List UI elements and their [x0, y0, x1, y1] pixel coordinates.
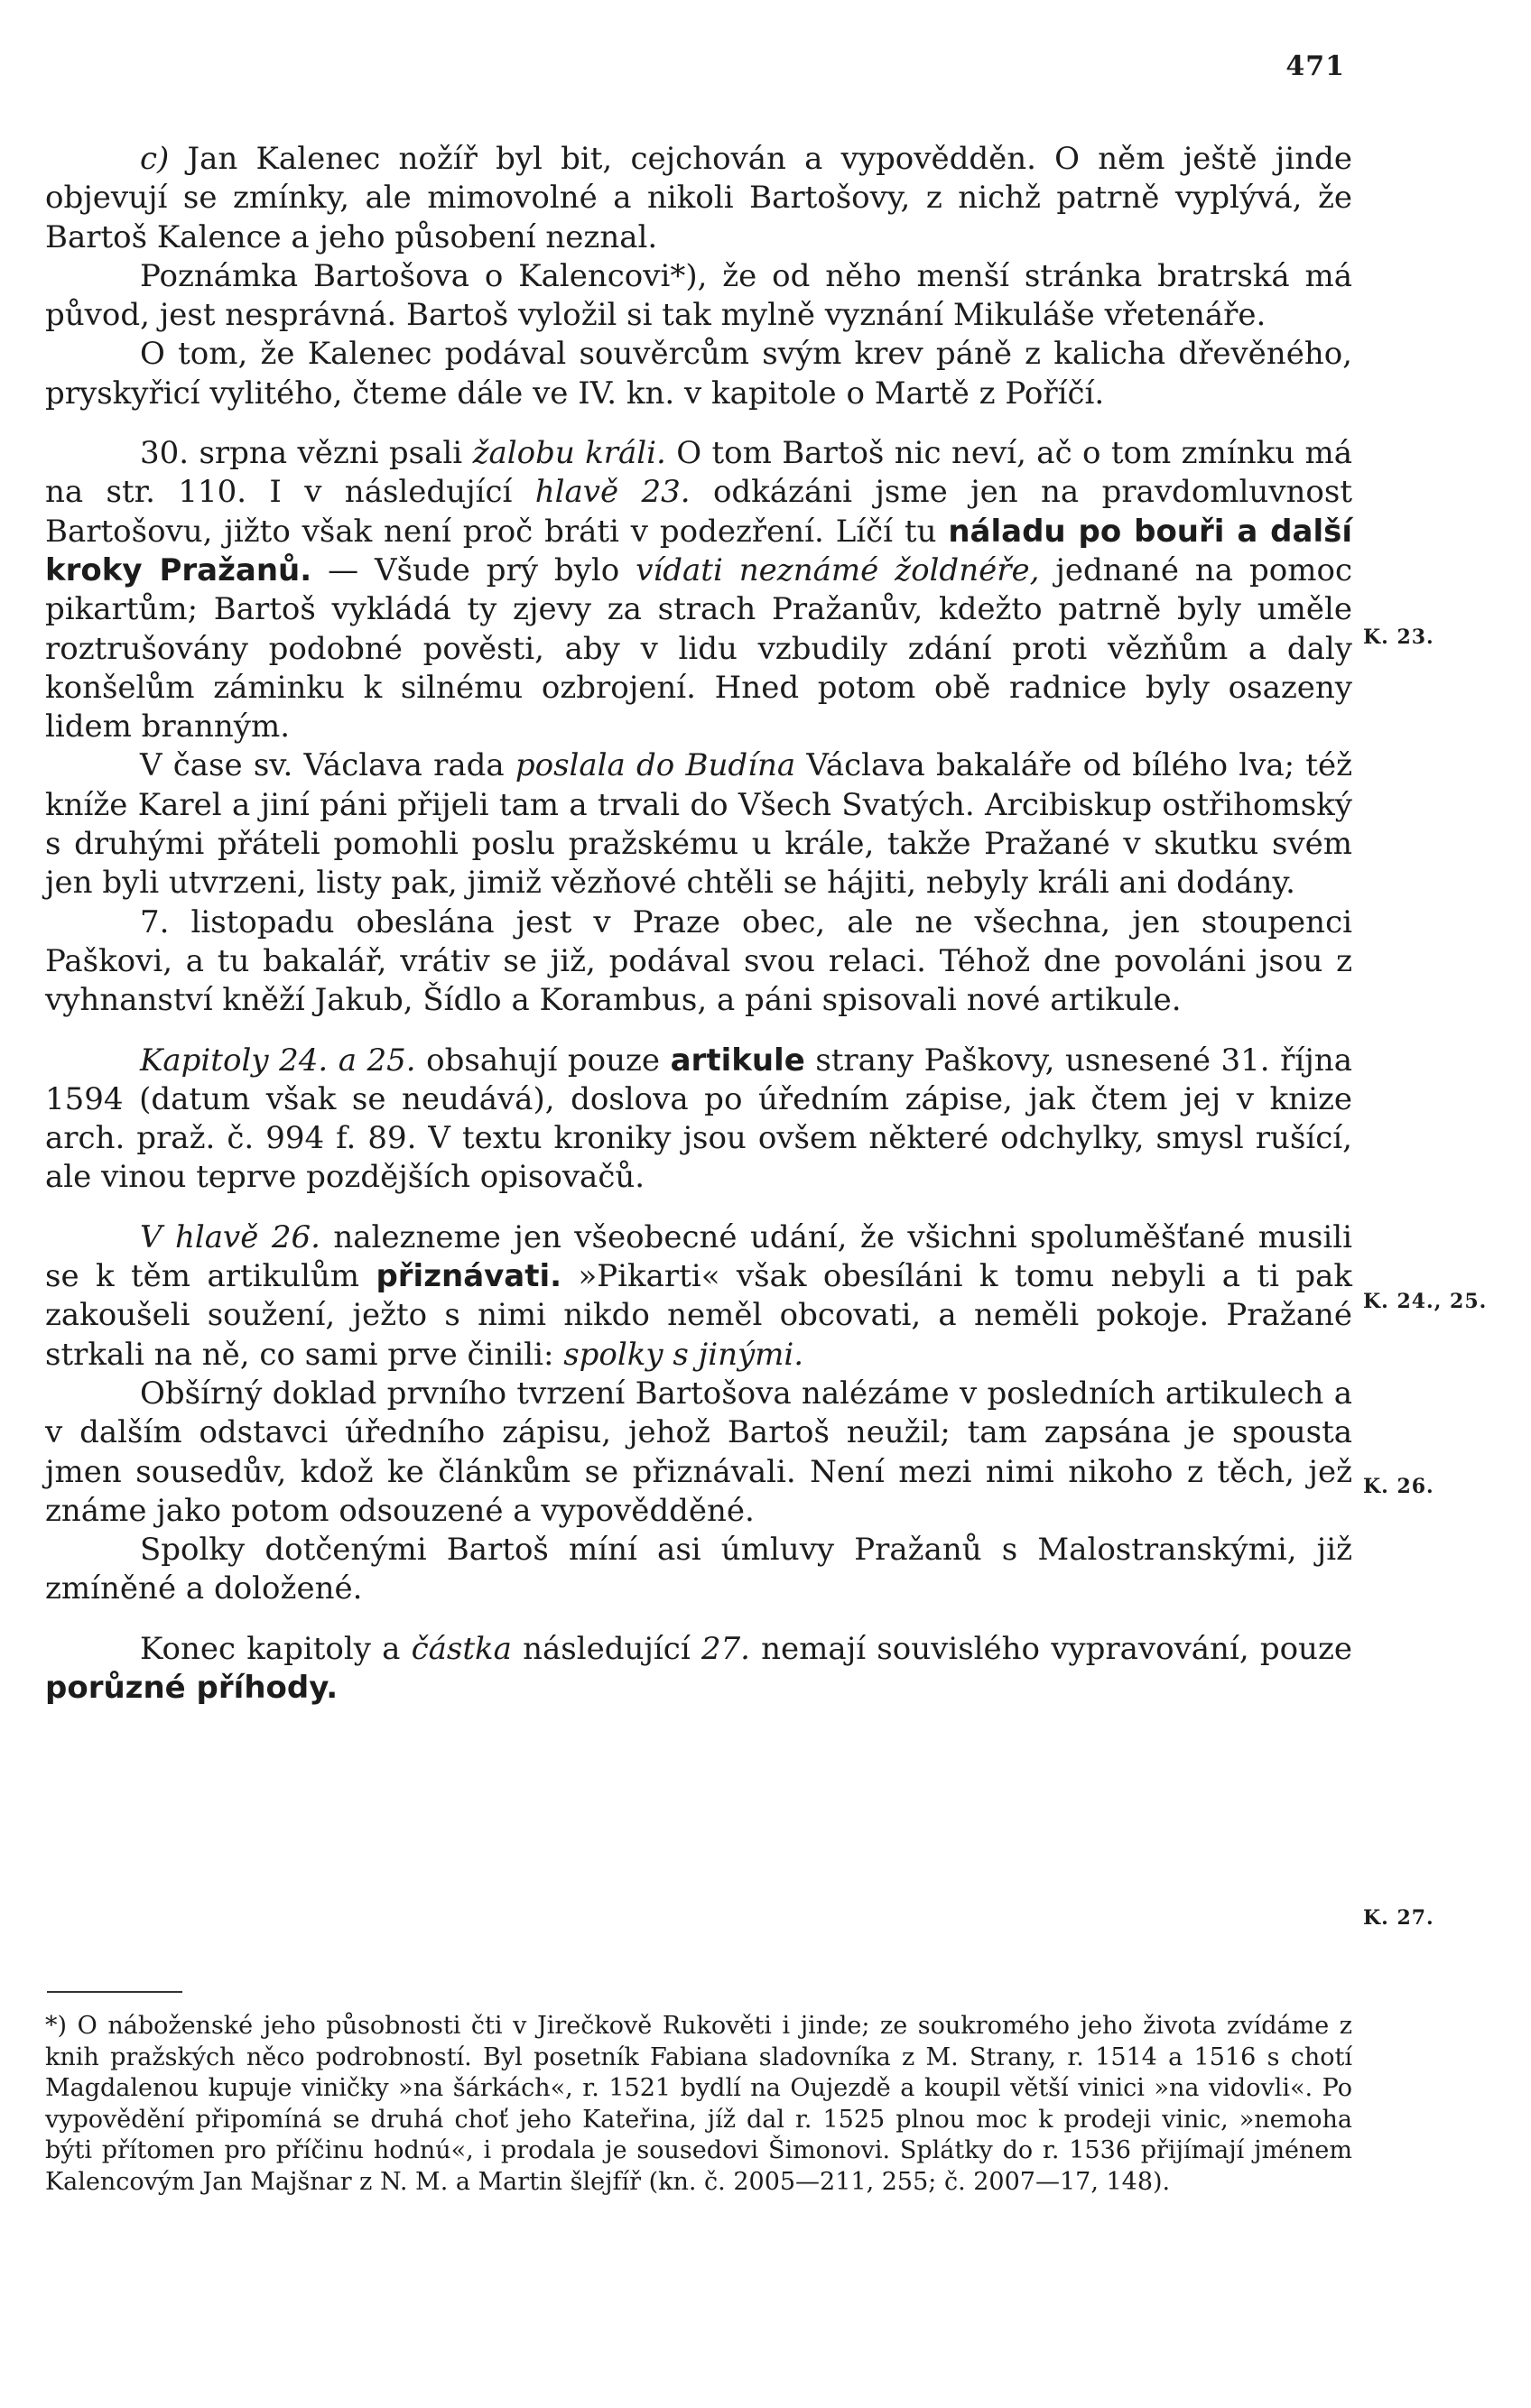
- bold-run: náladu po bouři a další kroky Pražanů.: [45, 513, 1352, 588]
- margin-note-k24-25: K. 24., 25.: [1363, 1290, 1488, 1313]
- paragraph-spolky: Spolky dotčenými Bartoš míní asi úmluvy Pražanů s Malostranskými, již zmíněné a doložené.: [45, 1532, 1352, 1607]
- italic-run: vídati neznámé žoldnéře,: [636, 551, 1040, 588]
- italic-run: žalobu králi.: [472, 435, 666, 472]
- footnote-divider: [47, 1991, 182, 1993]
- italic-run: Kapitoly 24. a 25.: [140, 1042, 416, 1079]
- footnote: *) O náboženské jeho působnosti čti v Jirečkově Rukověti i jinde; ze soukromého jeho života zvídáme z knih pražských něco podrobností. Byl posetník Fabiana sladovníka z M. Strany, r. 1514 a 1516 s chotí Magdalenou kupuje viničky »na šárkách«, r. 1521 bydlí na Oujezdě a koupil větší vinici »na vidovli«. Po vypovědění připomíná se druhá choť jeho Kateřina, jíž dal r. 1525 plnou moc k prodeji vinic, »nemoha býti přítomen pro příčinu hodnú«, i prodala je sousedovi Šimonovi. Splátky do r. 1536 přijímají jménem Kalencovým Jan Majšnar z N. M. a Martin šlejfíř (kn. č. 2005—211, 255; č. 2007—17, 148).: [45, 2012, 1352, 2196]
- paragraph-hlava-26: [45, 1218, 1352, 1375]
- italic-run: hlavě 23.: [534, 474, 691, 511]
- page-number: 471: [1285, 51, 1345, 82]
- margin-note-k23: K. 23.: [1363, 625, 1434, 649]
- paragraph-budin: [45, 746, 1352, 903]
- italic-run: částka: [411, 1630, 512, 1667]
- bold-run: artikule: [670, 1042, 805, 1079]
- paragraph-kapitoly-24-25: [45, 1042, 1352, 1198]
- paragraph-lead: c): [140, 141, 170, 177]
- text-run: 30. srpna vězni psali: [140, 435, 473, 472]
- text-run: V čase sv. Václava rada: [140, 747, 515, 784]
- text-run: — Všude prý bylo: [311, 551, 636, 588]
- text-run: Václava bakaláře od bílého lva; též kníže Karel a jiní páni přijeli tam a trvali do Všech Svatých. Arcibiskup ostřihomský s druhými přáteli pomohli poslu pražskému u krále, takže Pražané v skutku svém jen byli utvrzeni, listy pak, jimiž vězňové chtěli se hájiti, nebyly králi ani dodány.: [45, 747, 1352, 902]
- paragraph-kalich: O tom, že Kalenec podával souvěrcům svým krev páně z kalicha dřevěného, pryskyřicí vylitého, čteme dále ve IV. kn. v kapitole o Martě z Poříčí.: [45, 336, 1352, 412]
- text-run: strany Paškovy, usnesené 31. října 1594 (datum však se neudává), doslova po úředním zápise, jak čtem jej v knize arch. praž. č. 994 f. 89. V textu kroniky jsou ovšem některé odchylky, smysl rušící, ale vinou teprve pozdějších opisovačů.: [45, 1042, 1352, 1196]
- text-run: následující: [511, 1630, 701, 1667]
- paragraph-listopad: 7. listopadu obeslána jest v Praze obec, ale ne všechna, jen stoupenci Paškovi, a tu bakalář, vrátiv se již, podával svou relaci. Téhož dne povoláni jsou z vyhnanství kněží Jakub, Šídlo a Korambus, a páni spisovali nové artikule.: [45, 903, 1352, 1019]
- paragraph-zaloba: [45, 434, 1352, 746]
- italic-run: V hlavě 26.: [140, 1218, 320, 1255]
- paragraph-kalencovi-note: Poznámka Bartošova o Kalencovi*), že od něho menší stránka bratrská má původ, jest nesprávná. Bartoš vyložil si tak mylně vyznání Mikuláše vřetenáře.: [45, 257, 1352, 334]
- bold-run: porůzné příhody.: [45, 1669, 339, 1706]
- text-run: nemají souvislého vypravování, pouze: [749, 1630, 1352, 1667]
- paragraph-text: Jan Kalenec nožíř byl bit, cejchován a vypovědděn. O něm ještě jinde objevují se zmínky, ale mimovolné a nikoli Bartošovy, z nichž patrně vyplývá, že Bartoš Kalence a jeho působení neznal.: [45, 141, 1352, 255]
- italic-run: poslala do Budína: [515, 747, 796, 784]
- paragraph-obsirny-doklad: Obšírný doklad prvního tvrzení Bartošova nalézáme v posledních artikulech a v dalším odstavci úředního zápisu, jehož Bartoš neužil; tam zapsána je spousta jmen sousedův, kdož ke článkům se přiznávali. Není mezi nimi nikoho z těch, jež známe jako potom odsouzené a vypovědděné.: [45, 1375, 1352, 1529]
- margin-note-k27: K. 27.: [1363, 1906, 1434, 1930]
- text-run: O tom Bartoš nic neví, ač o tom zmínku má na str. 110. I v následující: [45, 435, 1352, 511]
- main-text: [45, 140, 1352, 1708]
- text-run: odkázáni jsme jen na pravdomluvnost Bartošovu, jižto však není proč bráti v podezření. Líčí tu: [45, 474, 1352, 550]
- text-run: nalezneme jen všeobecné udání, že všichni spoluměšťané musili se k těm artikulům: [45, 1218, 1352, 1295]
- text-run: Konec kapitoly a: [140, 1630, 412, 1667]
- text-run: jednané na pomoc pikartům; Bartoš vykládá ty zjevy za strach Pražanův, kdežto patrně byly uměle roztrušovány podobné pověsti, aby v lidu vzbudily zdání proti vězňům a daly konšelům záminku k silnému ozbrojení. Hned potom obě radnice byly osazeny lidem branným.: [45, 551, 1352, 746]
- paragraph-konec-kapitoly: [45, 1630, 1352, 1709]
- italic-run: 27.: [701, 1630, 750, 1667]
- bold-run: přiznávati.: [376, 1258, 562, 1295]
- paragraph-kalenec: [45, 140, 1352, 257]
- text-run: obsahují pouze: [415, 1042, 671, 1079]
- italic-run: spolky s jinými.: [563, 1336, 804, 1373]
- text-run: »Pikarti« však obesíláni k tomu nebyli a ti pak zakoušeli soužení, ježto s nimi nikdo neměl obcovati, a neměli pokoje. Pražané strkali na ně, co sami prve činili:: [45, 1258, 1353, 1373]
- margin-note-k26: K. 26.: [1363, 1475, 1434, 1498]
